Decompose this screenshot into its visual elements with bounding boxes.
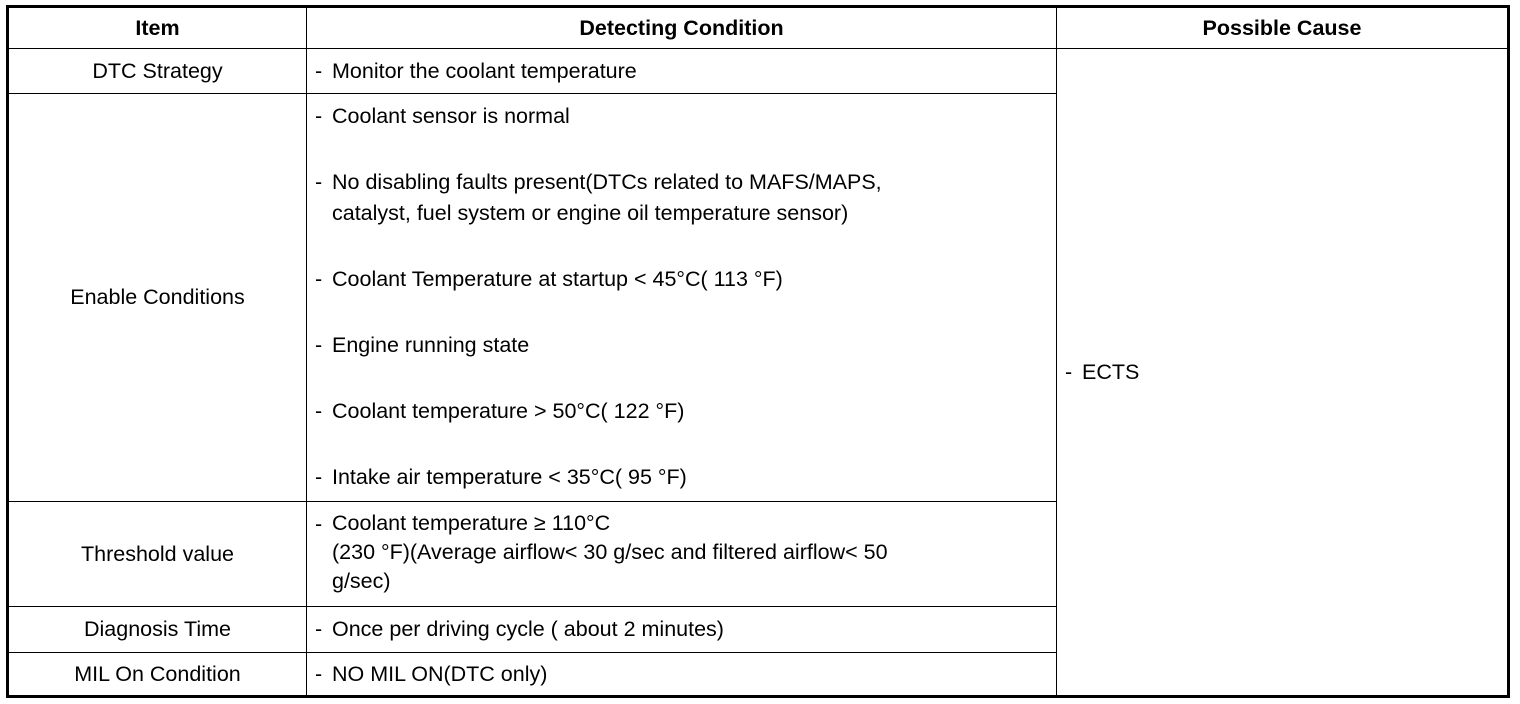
bullet-dash: - [315,617,323,641]
item-enable-conditions: Enable Conditions [8,94,307,502]
condition-text: NO MIL ON(DTC only) [332,661,548,686]
bullet-dash: - [315,267,323,291]
condition-cell [307,502,1057,607]
table-row [8,49,1509,94]
item-threshold-value: Threshold value [8,502,307,607]
bullet-dash: - [315,399,323,423]
bullet-dash: - [315,58,323,83]
condition-bullet [315,330,1048,361]
condition-bullet [315,167,1048,229]
condition-bullet [315,614,1048,645]
item-mil-on-condition: MIL On Condition [8,653,307,697]
condition-text: Coolant temperature ≥ 110°C (230 °F)(Average airflow< 30 g/sec and filtered airflow< 50 g/sec) [332,511,888,593]
condition-text: Coolant temperature > 50°C( 122 °F) [332,399,685,423]
possible-cause-cell [1057,49,1509,697]
bullet-dash: - [315,465,323,489]
header-possible-cause: Possible Cause [1057,7,1509,49]
condition-cell [307,653,1057,697]
bullet-dash: - [315,661,323,686]
item-diagnosis-time: Diagnosis Time [8,607,307,653]
condition-cell [307,94,1057,502]
condition-bullet [315,509,1048,596]
condition-text: Once per driving cycle ( about 2 minutes) [332,617,724,641]
condition-text: Monitor the coolant temperature [332,58,637,83]
header-row [8,7,1509,49]
bullet-dash: - [315,104,323,128]
header-item: Item [8,7,307,49]
condition-bullet [315,396,1048,427]
condition-bullet [315,659,1048,690]
cause-bullet [1065,357,1507,388]
condition-cell [307,607,1057,653]
bullet-dash: - [315,333,323,357]
condition-bullet [315,264,1048,295]
condition-cell [307,49,1057,94]
condition-bullet [315,101,1048,132]
condition-text: Engine running state [332,333,530,357]
condition-bullet [315,462,1048,493]
dtc-table [6,5,1510,698]
condition-text: No disabling faults present(DTCs related to MAFS/MAPS, catalyst, fuel system or engine oil temperature sensor) [332,170,882,225]
header-detecting-condition: Detecting Condition [307,7,1057,49]
bullet-dash: - [315,512,323,536]
possible-cause-text: ECTS [1082,359,1140,384]
condition-text: Intake air temperature < 35°C( 95 °F) [332,465,687,489]
item-dtc-strategy: DTC Strategy [8,49,307,94]
bullet-dash: - [315,170,323,194]
condition-bullet [315,56,1048,87]
condition-text: Coolant Temperature at startup < 45°C( 113 °F) [332,267,783,291]
condition-text: Coolant sensor is normal [332,104,570,128]
bullet-dash: - [1065,359,1073,384]
